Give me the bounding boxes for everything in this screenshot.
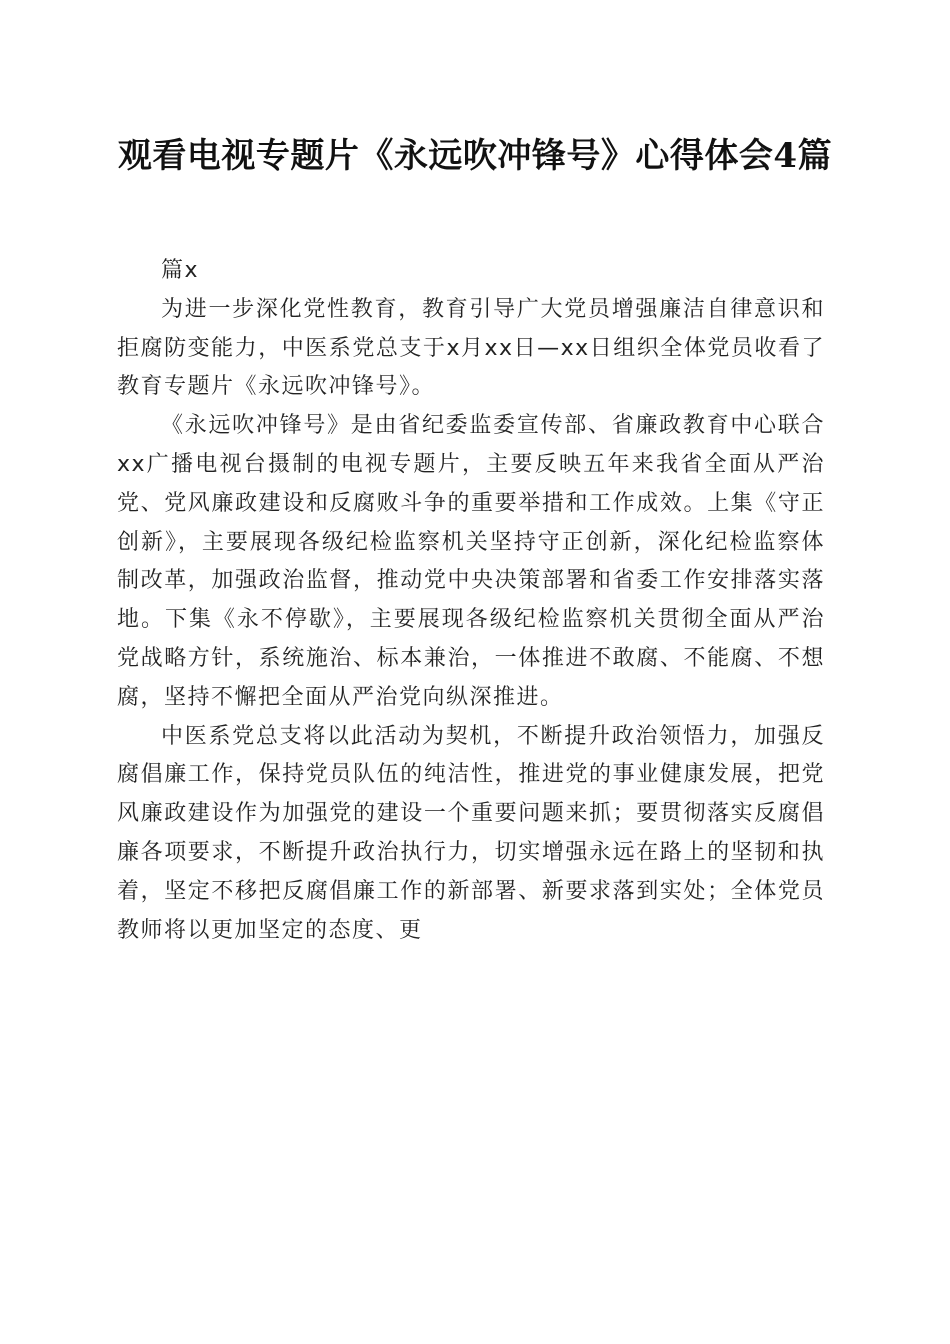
body-paragraph: 《永远吹冲锋号》是由省纪委监委宣传部、省廉政教育中心联合xx广播电视台摄制的电视专题片，主要反映五年来我省全面从严治党、党风廉政建设和反腐败斗争的重要举措和工作成效。上集《守正创新》，主要展现各级纪检监察机关坚持守正创新，深化纪检监察体制改革，加强政治监督，推动党中央决策部署和省委工作安排落实落地。下集《永不停歇》，主要展现各级纪检监察机关贯彻全面从严治党战略方针，系统施治、标本兼治，一体推进不敢腐、不能腐、不想腐，坚持不懈把全面从严治党向纵深推进。: [117, 413, 825, 710]
body-paragraph: 为进一步深化党性教育，教育引导广大党员增强廉洁自律意识和拒腐防变能力，中医系党总支于x月xx日—xx日组织全体党员收看了教育专题片《永远吹冲锋号》。: [117, 296, 825, 400]
document-title: 观看电视专题片《永远吹冲锋号》心得体会4篇: [117, 136, 833, 176]
document-body: [117, 252, 825, 950]
section-label: 篇x: [161, 258, 200, 283]
body-paragraph: 中医系党总支将以此活动为契机，不断提升政治领悟力，加强反腐倡廉工作，保持党员队伍的纯洁性，推进党的事业健康发展，把党风廉政建设作为加强党的建设一个重要问题来抓；要贯彻落实反腐倡廉各项要求，不断提升政治执行力，切实增强永远在路上的坚韧和执着，坚定不移把反腐倡廉工作的新部署、新要求落到实处；全体党员教师将以更加坚定的态度、更: [117, 723, 825, 943]
